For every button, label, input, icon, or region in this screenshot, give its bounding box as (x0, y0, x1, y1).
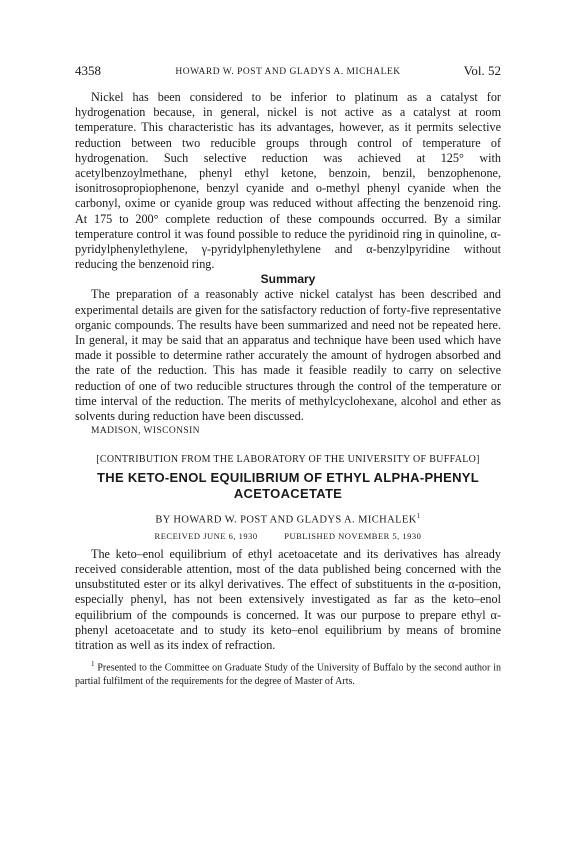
author-location: MADISON, WISCONSIN (91, 426, 200, 437)
footnote-text: Presented to the Committee on Graduate Study of the University of Buffalo by the second author in partial fulfilment of the requirements for the degree of Master of Arts. (75, 662, 501, 687)
page-number: 4358 (75, 63, 101, 78)
running-authors: HOWARD W. POST AND GLADYS A. MICHALEK (175, 67, 401, 77)
contribution-line: [CONTRIBUTION FROM THE LABORATORY OF THE UNIVERSITY OF BUFFALO] (96, 454, 480, 466)
article-byline (75, 509, 501, 528)
page-body (75, 90, 501, 688)
published-date: PUBLISHED NOVEMBER 5, 1930 (284, 530, 422, 541)
footnote (75, 658, 501, 687)
article-title-line-2: ACETOACETATE (233, 486, 343, 502)
article-title-line-1: THE KETO-ENOL EQUILIBRIUM OF ETHYL ALPHA-PHENYL (97, 470, 479, 486)
article-dates (75, 530, 501, 543)
byline-footnote-ref: 1 (416, 512, 421, 521)
footnote-mark: 1 (91, 660, 95, 669)
paragraph-summary: The preparation of a reasonably active nickel catalyst has been described and experimental details are given for the satisfactory reduction of forty-five representative organic compounds. The results have been summarized and need not be repeated here. In general, it may be said that an apparatus and technique have been used which have made it possible to determine rather accurately the amount of hydrogen absorbed and the rate of the reduction. This has made it feasible readily to carry on selective reduction of one of two reducible structures through the control of the temperature or time interval of the reduction. The merits of methylcyclohexane, alcohol and ether as solvents during reduction have been discussed. (75, 287, 501, 424)
summary-heading: Summary (260, 272, 316, 287)
byline-authors: BY HOWARD W. POST AND GLADYS A. MICHALEK (155, 514, 417, 526)
paragraph-keto-enol-intro: The keto–enol equilibrium of ethyl acetoacetate and its derivatives has already received considerable attention, most of the data published being concerned with the unsubstituted ester or its alkyl derivatives. The effect of substituents in the α-position, especially phenyl, has not been extensively investigated as far as the keto–enol equilibrium of the compounds is concerned. It was our purpose to prepare ethyl α-phenyl acetoacetate and to study its keto–enol equilibrium by means of bromine titration as well as its index of refraction. (75, 546, 501, 652)
volume-label: Vol. 52 (463, 63, 501, 78)
received-date: RECEIVED JUNE 6, 1930 (154, 530, 258, 541)
paragraph-nickel-selective-reduction: Nickel has been considered to be inferior to platinum as a catalyst for hydrogenation because, in general, nickel is not active as a catalyst at room temperature. This characteristic has its advantages, however, as it permits selective reduction between two reducible groups through control of temperature of hydrogenation. Such selective reduction was achieved at 125° with acetylbenzoylmethane, phenyl ethyl ketone, benzoin, benzil, benzophenone, isonitrosopropiophenone, benzyl cyanide and o-methyl phenyl cyanide when the carbonyl, oxime or cyanide group was reduced without affecting the benzenoid ring. At 175 to 200° complete reduction of these compounds occurred. By a similar temperature control it was found possible to reduce the pyridinoid ring in quinoline, α-pyridylphenylethylene, γ-pyridylphenylethylene and α-benzylpyridine without reducing the benzenoid ring. (75, 90, 501, 272)
running-header (75, 63, 501, 79)
article-title (75, 470, 501, 502)
